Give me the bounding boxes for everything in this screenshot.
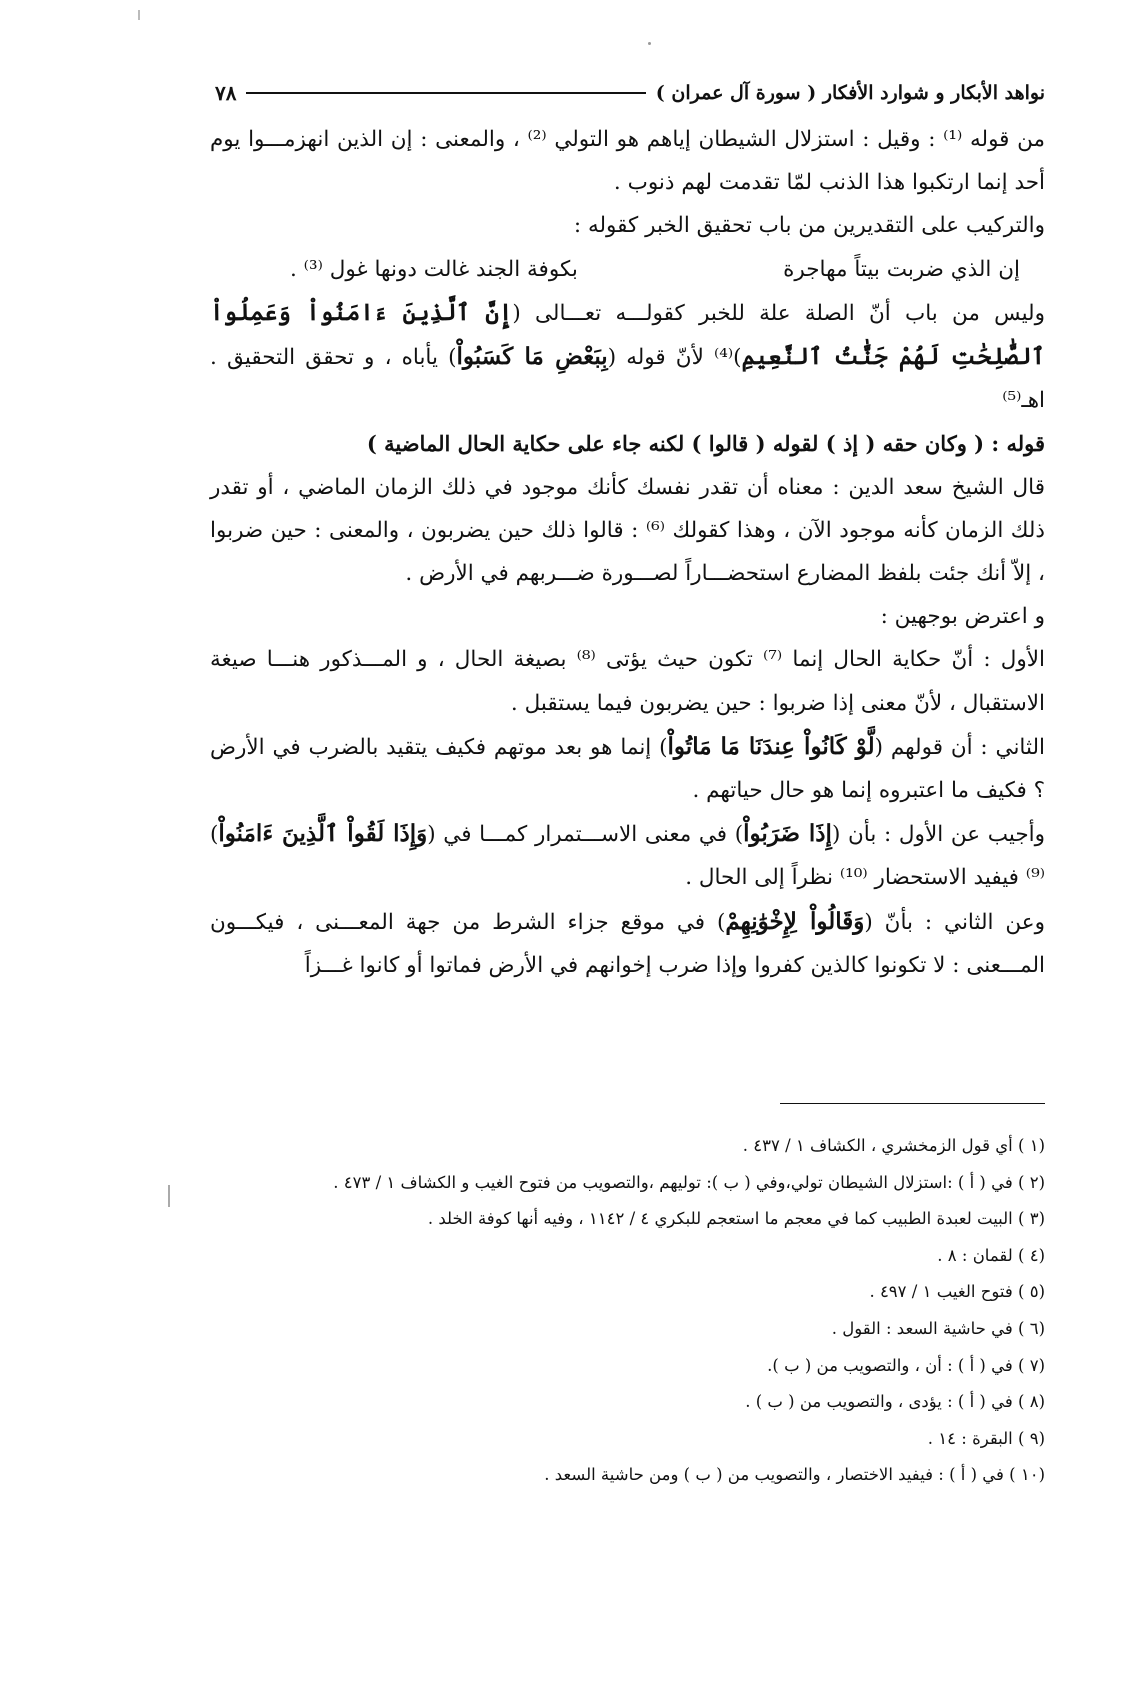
running-title: نواهد الأبكار و شوارد الأفكار ( سورة آل عمران ) — [655, 82, 1045, 104]
text-run: ) في موقع جزاء الشرط من جهة المعـــنى ، فيكـــون المـــعنى : لا تكونوا كالذين كفروا وإذا ضرب إخوانهم في الأرض فماتوا أو كانوا غـــزاً — [210, 909, 1045, 978]
poetry-verse — [210, 248, 1045, 291]
paragraph — [210, 812, 1045, 899]
text-run: )⁽⁹⁾ فيفيد الاستحضار ⁽¹⁰⁾ نظراً إلى الحال . — [210, 822, 1045, 891]
paragraph: والتركيب على التقديرين من باب تحقيق الخبر كقوله : — [573, 213, 1045, 239]
footnote: (٣ ) البيت لعبدة الطبيب كما في معجم ما استعجم للبكري ٤ / ١١٤٢ ، وفيه أنها كوفة الخلد . — [427, 1209, 1045, 1229]
running-header — [215, 76, 1045, 110]
page-number: ٧٨ — [215, 81, 237, 105]
paragraph: قال الشيخ سعد الدين : معناه أن تقدر نفسك كأنك موجود في ذلك الزمان الماضي ، أو تقدر ذلك الزمان كأنه موجود الآن ، وهذا كقولك ⁽⁶⁾ : قالوا ذلك حين يضربون ، والمعنى : حين ضربوا ، إلاّ أنك جئت بلفظ المضارع استحضـــاراً لصـــورة ضـــربهم في الأرض . — [210, 474, 1046, 587]
quran-quote: وَإِذَا لَقُواْ ٱلَّذِينَ ءَامَنُواْ — [218, 820, 428, 848]
footnote: (٤ ) لقمان : ٨ . — [937, 1245, 1045, 1265]
text-run: ) يأباه ، و تحقق التحقيق . اهـ⁽⁵⁾ — [210, 345, 1045, 414]
verse-second-hemistich: بكوفة الجند غالت دونها غول ⁽³⁾ . — [290, 256, 578, 282]
paragraph: من قوله ⁽¹⁾ : وقيل : استزلال الشيطان إياهم هو التولي ⁽²⁾ ، والمعنى : إن الذين انهزمـــوا يوم أحد إنما ارتكبوا هذا الذنب لمّا تقدمت لهم ذنوب . — [210, 127, 1045, 196]
footnote: (٥ ) فتوح الغيب ١ / ٤٩٧ . — [869, 1282, 1045, 1302]
quran-quote: إِنَّ ٱلَّذِينَ ءَامَنُواْ وَعَمِلُواْ ٱلصَّٰلِحَٰتِ لَهُمْ جَنَّٰتُ ٱلنَّعِيمِ — [210, 298, 1045, 371]
header-rule — [246, 92, 645, 94]
paragraph — [210, 900, 1045, 987]
quran-quote: إِذَا ضَرَبُواْ — [743, 820, 832, 848]
text-run: )⁽⁴⁾ لأنّ قوله ( — [607, 345, 742, 371]
footnote: (٢ ) في ( أ ) :استزلال الشيطان تولي،وفي ( ب ): توليهم ،والتصويب من فتوح الغيب و الكشاف ١ / ٤٧٣ . — [333, 1172, 1045, 1192]
scan-mark — [138, 10, 140, 20]
paragraph — [210, 291, 1045, 423]
text-run: وأجيب عن الأول : بأن ( — [831, 822, 1045, 848]
quran-quote: وَقَالُواْ لِإِخْوَٰنِهِمْ — [725, 907, 865, 935]
footnote: (٩ ) البقرة : ١٤ . — [927, 1428, 1045, 1448]
verse-first-hemistich: إن الذي ضربت بيتاً مهاجرة — [783, 256, 1020, 282]
quran-quote: لَّوْ كَانُواْ عِندَنَا مَا مَاتُواْ — [667, 732, 875, 760]
footnotes — [200, 1128, 1045, 1494]
text-run: ) في معنى الاســـتمرار كمـــا في ( — [427, 822, 744, 848]
paragraph: و اعترض بوجهين : — [880, 604, 1045, 630]
footnote: (١٠ ) في ( أ ) : فيفيد الاختصار ، والتصويب من ( ب ) ومن حاشية السعد . — [544, 1465, 1045, 1485]
paragraph — [210, 725, 1045, 812]
section-heading: قوله : ( وكان حقه ( إذ ) لقوله ( قالوا ) لكنه جاء على حكاية الحال الماضية ) — [366, 431, 1045, 457]
main-text — [210, 118, 1045, 987]
footnote: (٨ ) في ( أ ) : يؤدى ، والتصويب من ( ب ) . — [745, 1392, 1045, 1412]
text-run: الثاني : أن قولهم ( — [874, 734, 1045, 760]
text-run: وعن الثاني : بأنّ ( — [864, 909, 1045, 935]
scan-mark-margin — [168, 1185, 170, 1207]
text-run: وليس من باب أنّ الصلة علة للخبر كقولـــه تعـــالى ( — [512, 300, 1045, 326]
footnote-divider — [780, 1103, 1045, 1104]
paragraph: الأول : أنّ حكاية الحال إنما ⁽⁷⁾ تكون حيث يؤتى ⁽⁸⁾ بصيغة الحال ، و المـــذكور هنـــا صيغة الاستقبال ، لأنّ معنى إذا ضربوا : حين يضربون فيما يستقبل . — [210, 647, 1045, 716]
footnote: (٦ ) في حاشية السعد : القول . — [831, 1318, 1045, 1338]
quran-quote: بِبَعْضِ مَا كَسَبُواْ — [456, 343, 608, 371]
text-run: ) إنما هو بعد موتهم فكيف يتقيد بالضرب في الأرض ؟ فكيف ما اعتبروه إنما هو حال حياتهم . — [210, 734, 1045, 804]
footnote: (١ ) أي قول الزمخشري ، الكشاف ١ / ٤٣٧ . — [742, 1136, 1045, 1155]
footnote: (٧ ) في ( أ ) : أن ، والتصويب من ( ب ). — [767, 1355, 1045, 1375]
scan-speck — [648, 42, 651, 45]
